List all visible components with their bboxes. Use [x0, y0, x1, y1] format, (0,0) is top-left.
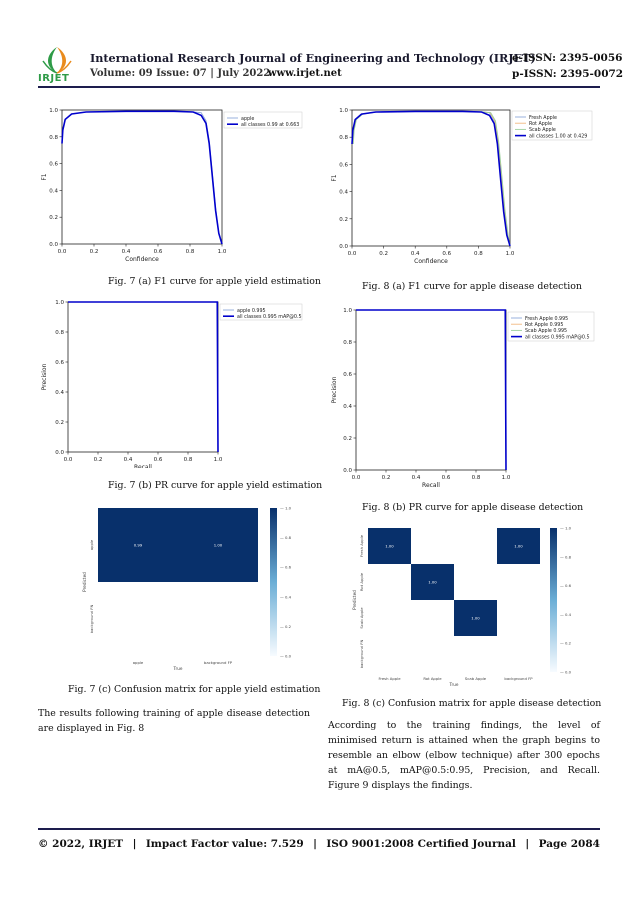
x-tick-label: 0.4 — [121, 249, 131, 255]
legend-label: Rot Apple 0.995 — [525, 323, 564, 328]
legend-label: all classes 0.99 at 0.663 — [241, 123, 300, 128]
chart-f8a — [328, 100, 598, 270]
colorbar-tick: — 0.2 — [560, 640, 572, 646]
caption-f7a: Fig. 7 (a) F1 curve for apple yield estimation — [108, 276, 321, 287]
y-tick-label: 0.0 — [343, 468, 352, 474]
footer-impact: Impact Factor value: 7.529 — [145, 838, 304, 850]
footer-separator: | — [313, 838, 317, 850]
x-tick-label: 1.0 — [217, 249, 227, 255]
p-issn: p-ISSN: 2395-0072 — [512, 68, 624, 80]
y-tick-label: 0.0 — [55, 450, 64, 456]
caption-f8c: Fig. 8 (c) Confusion matrix for apple disease detection — [342, 698, 602, 709]
x-tick-label: 0.4 — [123, 457, 133, 463]
footer-page: Page 2084 — [538, 838, 600, 850]
x-tick-label: 0.8 — [183, 457, 193, 463]
matrix-value: 1.00 — [213, 542, 223, 548]
row-label: apple — [89, 539, 94, 551]
x-axis-label: True — [173, 666, 183, 671]
left-paragraph: The results following training of apple disease detection are displayed in Fig. 8 — [38, 708, 310, 734]
row-label: Scab Apple — [359, 607, 364, 629]
legend-label: Scab Apple — [529, 128, 556, 134]
y-axis-label: F1 — [331, 174, 338, 182]
col-label: Fresh Apple — [378, 676, 401, 681]
legend-label: all classes 0.995 mAP@0.5 — [525, 335, 590, 341]
legend-label: Scab Apple 0.995 — [525, 329, 568, 335]
x-tick-label: 0.6 — [441, 475, 451, 481]
x-tick-label: 0.6 — [153, 457, 163, 463]
caption-f8b: Fig. 8 (b) PR curve for apple disease detection — [362, 502, 584, 513]
col-label: Rot Apple — [423, 676, 442, 681]
x-axis-label: Recall — [422, 482, 440, 489]
plot-frame — [62, 110, 222, 244]
y-tick-label: 0.0 — [49, 242, 58, 248]
colorbar-tick: — 0.0 — [280, 653, 292, 659]
colorbar-tick: — 1.0 — [560, 525, 572, 531]
x-tick-label: 0.2 — [381, 475, 391, 481]
x-axis-label: Confidence — [125, 256, 159, 263]
caption-f7c: Fig. 7 (c) Confusion matrix for apple yield estimation — [68, 684, 321, 695]
y-tick-label: 0.2 — [339, 216, 348, 223]
x-tick-label: 1.0 — [505, 251, 515, 257]
y-tick-label: 0.4 — [343, 404, 352, 410]
y-axis-label: Precision — [41, 363, 48, 391]
footer-copyright: © 2022, IRJET — [38, 838, 124, 850]
plot-frame — [356, 310, 506, 470]
matrix-value: 1.00 — [471, 615, 480, 621]
x-tick-label: 0.4 — [410, 251, 420, 257]
logo-text: IRJET — [38, 73, 70, 84]
colorbar-tick: — 0.2 — [280, 623, 292, 629]
footer — [38, 838, 600, 850]
x-tick-label: 0.0 — [57, 249, 67, 255]
x-tick-label: 0.4 — [411, 475, 421, 481]
footer-rule — [38, 828, 600, 830]
y-tick-label: 0.6 — [49, 161, 58, 168]
plot-frame — [352, 110, 510, 246]
legend-label: all classes 0.995 mAP@0.5 — [237, 315, 302, 320]
caption-f8a: Fig. 8 (a) F1 curve for apple disease detection — [362, 281, 582, 292]
y-tick-label: 0.8 — [343, 340, 352, 346]
x-axis-label: True — [449, 682, 459, 686]
footer-separator: | — [132, 838, 137, 850]
x-tick-label: 0.2 — [93, 457, 103, 463]
y-axis-label: Predicted — [82, 572, 87, 592]
matrix-value: 1.00 — [385, 543, 394, 549]
journal-title: International Research Journal of Engineering and Technology (IRJET) — [90, 51, 536, 65]
chart-f8c — [328, 520, 598, 686]
y-tick-label: 0.2 — [343, 436, 352, 442]
matrix-value: 1.00 — [428, 579, 437, 585]
e-issn: e-ISSN: 2395-0056 — [512, 52, 623, 64]
y-tick-label: 1.0 — [49, 108, 58, 114]
footer-separator: | — [525, 838, 530, 850]
matrix-cell — [98, 508, 258, 582]
y-axis-label: F1 — [41, 173, 48, 181]
x-tick-label: 1.0 — [213, 457, 223, 463]
colorbar-tick: — 0.4 — [560, 611, 572, 617]
x-tick-label: 0.8 — [471, 475, 481, 481]
y-tick-label: 0.4 — [49, 188, 58, 195]
x-tick-label: 0.0 — [351, 475, 361, 481]
x-tick-label: 0.2 — [379, 251, 388, 257]
row-label: Fresh Apple — [359, 534, 364, 558]
colorbar-tick: — 0.4 — [280, 594, 292, 600]
row-label: background FN — [89, 604, 94, 634]
y-tick-label: 0.4 — [55, 390, 64, 396]
legend-label: Rot Apple — [529, 122, 553, 127]
y-tick-label: 0.2 — [49, 215, 58, 222]
legend-label: apple — [241, 116, 255, 122]
x-axis-label: Recall — [134, 464, 152, 468]
col-label: background FP — [203, 660, 233, 665]
x-tick-label: 0.0 — [347, 251, 357, 257]
matrix-value: 0.99 — [133, 542, 143, 548]
row-label: background FN — [359, 639, 364, 669]
col-label: background FP — [504, 676, 533, 681]
footer-iso: ISO 9001:2008 Certified Journal — [326, 838, 516, 850]
legend-label: Fresh Apple 0.995 — [525, 316, 569, 322]
x-tick-label: 0.8 — [185, 249, 195, 255]
x-tick-label: 0.2 — [89, 249, 99, 255]
x-tick-label: 0.6 — [153, 249, 163, 255]
chart-f7b — [38, 294, 308, 468]
col-label: Scab Apple — [464, 676, 487, 681]
legend-label: apple 0.995 — [237, 308, 266, 314]
y-tick-label: 0.8 — [55, 330, 64, 336]
y-axis-label: Precision — [331, 376, 338, 404]
col-label: apple — [132, 660, 144, 665]
right-paragraph: According to the training findings, the level of minimised return is attained when the graph begins to resemble an elbow (elbow technique) after 300 epochs at mA@0.5, mAP@0.5:0.95, Precision, and Recall. Figure 9 displays the findings. — [328, 720, 600, 791]
legend-label: all classes 1.00 at 0.429 — [529, 134, 588, 140]
row-label: Rot Apple — [359, 572, 364, 592]
y-tick-label: 0.4 — [339, 189, 348, 196]
y-tick-label: 0.8 — [49, 134, 58, 141]
colorbar — [550, 528, 557, 672]
header-rule — [38, 86, 600, 88]
matrix-value: 1.00 — [514, 543, 523, 549]
journal-url[interactable]: www.irjet.net — [268, 68, 342, 79]
y-tick-label: 0.6 — [339, 162, 348, 169]
legend-label: Fresh Apple — [529, 115, 557, 121]
colorbar-tick: — 0.6 — [280, 564, 292, 570]
colorbar-tick: — 0.0 — [560, 669, 572, 675]
colorbar-tick: — 0.8 — [280, 535, 292, 541]
chart-f7c — [38, 500, 308, 672]
y-tick-label: 1.0 — [343, 308, 352, 314]
y-tick-label: 0.0 — [339, 244, 348, 250]
y-tick-label: 0.6 — [55, 360, 64, 366]
x-tick-label: 0.0 — [63, 457, 73, 463]
x-tick-label: 0.8 — [474, 251, 483, 257]
x-axis-label: Confidence — [414, 258, 448, 265]
y-tick-label: 1.0 — [55, 300, 64, 306]
colorbar-tick: — 1.0 — [280, 505, 292, 511]
x-tick-label: 1.0 — [501, 475, 511, 481]
x-tick-label: 0.6 — [442, 251, 452, 257]
colorbar-tick: — 0.8 — [560, 554, 572, 560]
volume-issue: Volume: 09 Issue: 07 | July 2022 — [90, 68, 271, 79]
y-tick-label: 0.6 — [343, 372, 352, 378]
colorbar-tick: — 0.6 — [560, 583, 572, 589]
y-axis-label: Predicted — [352, 590, 357, 610]
y-tick-label: 0.8 — [339, 135, 348, 142]
y-tick-label: 0.2 — [55, 420, 64, 426]
y-tick-label: 1.0 — [339, 108, 348, 114]
colorbar — [270, 508, 277, 656]
chart-f7a — [38, 100, 308, 265]
chart-f8b — [328, 300, 598, 490]
plot-frame — [68, 302, 218, 452]
caption-f7b: Fig. 7 (b) PR curve for apple yield estimation — [108, 480, 323, 491]
